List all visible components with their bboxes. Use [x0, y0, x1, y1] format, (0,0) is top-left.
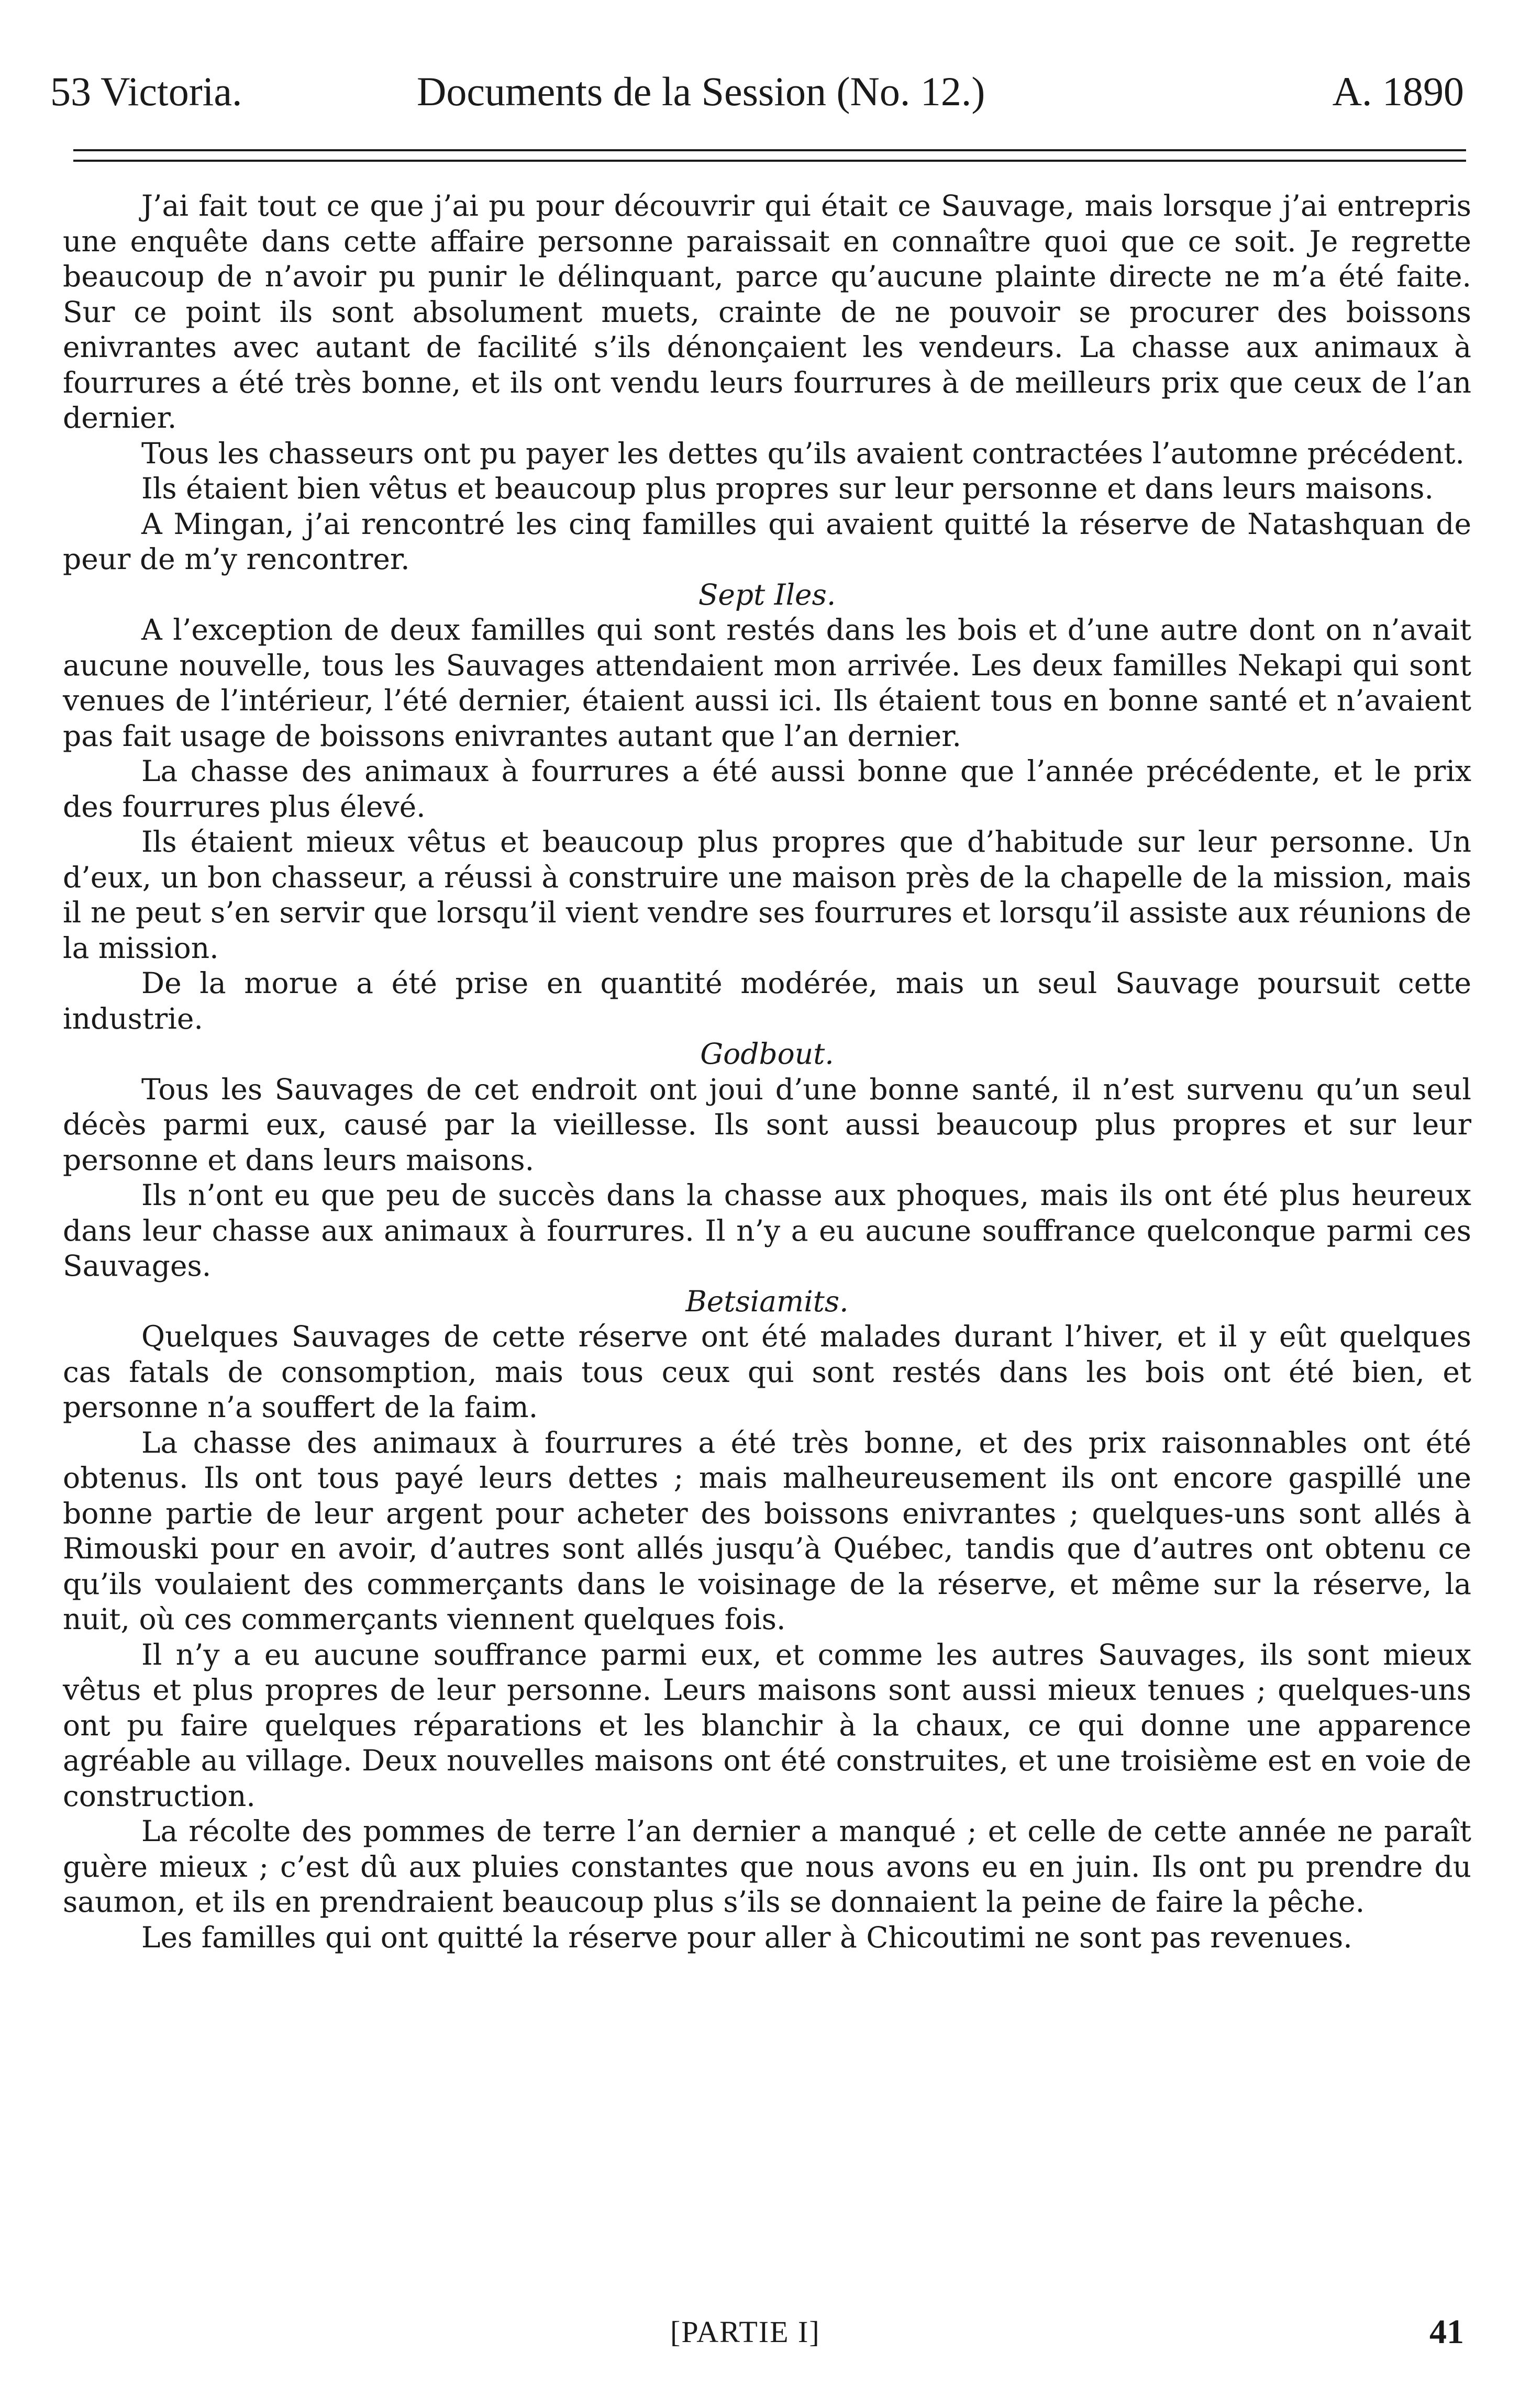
paragraph: La chasse des animaux à fourrures a été très bonne, et des prix raisonnables ont été obtenus. Ils ont tous payé leurs dettes ; mais malheureusement ils ont encore gaspillé une bonne partie de leur argent pour acheter des boissons enivrantes ; quelques-uns sont allés à Rimouski pour en avoir, d’autres sont allés jusqu’à Québec, tandis que d’autres ont obtenu ce qu’ils voulaient des commerçants dans le voisinage de la réserve, et même sur la réserve, la nuit, où ces commerçants viennent quelques fois.	[63, 1425, 1471, 1636]
paragraph: Ils étaient mieux vêtus et beaucoup plus propres que d’habitude sur leur personne. Un d’eux, un bon chasseur, a réussi à construire une maison près de la chapelle de la mission, mais il ne peut s’en servir que lorsqu’il vient vendre ses fourrures et lorsqu’il assiste aux réunions de la mission.	[63, 825, 1471, 965]
body-text	[63, 188, 1471, 1955]
section-heading-betsiamits: Betsiamits.	[685, 1284, 849, 1318]
paragraph: Tous les chasseurs ont pu payer les dettes qu’ils avaient contractées l’automne précédent.	[141, 436, 1465, 470]
paragraph: A l’exception de deux familles qui sont restés dans les bois et d’une autre dont on n’avait aucune nouvelle, tous les Sauvages attendaient mon arrivée. Les deux familles Nekapi qui sont venues de l’intérieur, l’été dernier, étaient aussi ici. Ils étaient tous en bonne santé et n’avaient pas fait usage de boissons enivrantes autant que l’an dernier.	[63, 613, 1471, 753]
header-title: Documents de la Session (No. 12.)	[417, 69, 985, 114]
paragraph: Ils n’ont eu que peu de succès dans la chasse aux phoques, mais ils ont été plus heureux dans leur chasse aux animaux à fourrures. Il n’y a eu aucune souffrance quelconque parmi ces Sauvages.	[63, 1178, 1471, 1283]
paragraph: Quelques Sauvages de cette réserve ont été malades durant l’hiver, et il y eût quelques cas fatals de consomption, mais tous ceux qui sont restés dans les bois ont été bien, et personne n’a souffert de la faim.	[63, 1320, 1471, 1424]
header-rule-bottom	[73, 160, 1466, 162]
running-head	[50, 63, 1464, 120]
footer-part-label: [PARTIE I]	[670, 2315, 820, 2349]
section-heading-sept-iles: Sept Iles.	[698, 577, 836, 611]
paragraph: Les familles qui ont quitté la réserve pour aller à Chicoutimi ne sont pas revenues.	[141, 1920, 1352, 1954]
paragraph: Il n’y a eu aucune souffrance parmi eux, et comme les autres Sauvages, ils sont mieux vêtus et plus propres de leur personne. Leurs maisons sont aussi mieux tenues ; quelques-uns ont pu faire quelques réparations et les blanchir à la chaux, ce qui donne une apparence agréable au village. Deux nouvelles maisons ont été construites, et une troisième est en voie de construction.	[63, 1637, 1471, 1813]
paragraph: Ils étaient bien vêtus et beaucoup plus propres sur leur personne et dans leurs maisons.	[141, 472, 1434, 505]
paragraph: J’ai fait tout ce que j’ai pu pour découvrir qui était ce Sauvage, mais lorsque j’ai entrepris une enquête dans cette affaire personne paraissait en connaître quoi que ce soit. Je regrette beaucoup de n’avoir pu punir le délinquant, parce qu’aucune plainte directe ne m’a été faite. Sur ce point ils sont absolument muets, crainte de ne pouvoir se procurer des boissons enivrantes avec autant de facilité s’ils dénonçaient les vendeurs. La chasse aux animaux à fourrures a été très bonne, et ils ont vendu leurs fourrures à de meilleurs prix que ceux de l’an dernier.	[63, 189, 1471, 434]
section-heading-godbout: Godbout.	[700, 1037, 834, 1071]
page-number: 41	[1429, 2313, 1464, 2351]
header-rule-top	[73, 149, 1466, 151]
header-year: A. 1890	[1332, 69, 1464, 114]
paragraph: De la morue a été prise en quantité modérée, mais un seul Sauvage poursuit cette industrie.	[63, 966, 1471, 1035]
page-footer	[0, 2309, 1531, 2356]
paragraph: Tous les Sauvages de cet endroit ont joui d’une bonne santé, il n’est survenu qu’un seul décès parmi eux, causé par la vieillesse. Ils sont aussi beaucoup plus propres et sur leur personne et dans leurs maisons.	[63, 1072, 1471, 1177]
header-volume: 53 Victoria.	[50, 69, 242, 114]
paragraph: La chasse des animaux à fourrures a été aussi bonne que l’année précédente, et le prix des fourrures plus élevé.	[63, 754, 1471, 823]
paragraph: La récolte des pommes de terre l’an dernier a manqué ; et celle de cette année ne paraît guère mieux ; c’est dû aux pluies constantes que nous avons eu en juin. Ils ont pu prendre du saumon, et ils en prendraient beaucoup plus s’ils se donnaient la peine de faire la pêche.	[63, 1814, 1471, 1919]
paragraph: A Mingan, j’ai rencontré les cinq familles qui avaient quitté la réserve de Natashquan de peur de m’y rencontrer.	[63, 507, 1471, 576]
